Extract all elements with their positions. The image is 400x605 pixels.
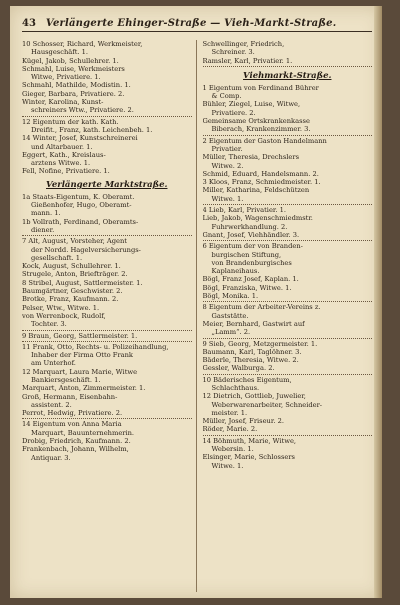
entry-line: 14 Böhmuth, Marie, Witwe, (202, 436, 297, 445)
entry-separator (22, 341, 192, 342)
entry-line: mann. 1. (31, 209, 61, 218)
directory-entry (22, 40, 192, 57)
entry-line: Hausgeschäft. 1. (31, 48, 89, 57)
directory-entry (203, 303, 373, 320)
entry-line: Witwe. 2. (211, 161, 244, 170)
entry-separator (203, 374, 373, 375)
entry-line: Tochter. 3. (31, 320, 67, 329)
directory-entry (22, 90, 192, 98)
entry-line: Baumgärtner, Geschwister. 2. (22, 287, 123, 296)
entry-line: Miller, Katharina, Feldschützen (202, 186, 310, 195)
entry-line: Groß, Hermann, Eisenbahn- (22, 392, 118, 401)
directory-entry (203, 40, 373, 57)
entry-line: Bögl, Franz Josef, Kaplan. 1. (202, 275, 299, 284)
entry-separator (22, 116, 192, 117)
entry-line: arztens Witwe. 1. (31, 159, 91, 168)
entry-line: 12 Dietrich, Gottlieb, Juwelier, (202, 392, 306, 401)
entry-line: Frankenbach, Johann, Wilhelm, (22, 445, 129, 454)
directory-entry (203, 231, 373, 239)
entry-line: Brotke, Franz, Kaufmann. 2. (22, 295, 119, 304)
directory-entry (22, 287, 192, 295)
directory-entry (22, 368, 192, 385)
directory-entry (203, 84, 373, 101)
directory-entry (22, 295, 192, 303)
directory-entry (22, 312, 192, 329)
entry-line: Dreifit., Franz, kath. Leichenbeh. 1. (31, 125, 153, 134)
entry-line: „Lamm“. 2. (211, 328, 251, 337)
entry-line: Witwe. 1. (211, 194, 244, 203)
directory-entry (203, 417, 373, 425)
directory-entry (203, 57, 373, 65)
entry-line: gesellschaft. 1. (31, 253, 83, 262)
page-header (22, 18, 372, 32)
directory-entry (203, 392, 373, 417)
directory-entry (203, 364, 373, 372)
entry-line: 12 Marquart, Laura Marie, Witwe (22, 367, 138, 376)
entry-line: Müller, Theresia, Drechslers (202, 153, 300, 162)
entry-line: Bankiersgeschäft. 1. (31, 375, 101, 384)
book-spine (374, 6, 382, 598)
entry-line: Gessler, Walburga. 2. (202, 364, 275, 373)
entry-line: Lieb, Jakob, Wagenschmiedmstr. (202, 214, 313, 223)
entry-line: Weberwarenarbeiter, Schneider- (211, 400, 323, 409)
entry-line: Baumann, Karl, Taglöhner. 3. (202, 347, 302, 356)
entry-line: 3 Kloos, Franz, Schmiedmeister. 1. (202, 178, 321, 187)
entry-line: Kaplaneihaus. (211, 267, 260, 276)
entry-line: von Brandenburgisches (211, 258, 292, 267)
book-page (10, 6, 382, 598)
directory-entry (203, 453, 373, 470)
entry-line: Ramsler, Karl, Privatier. 1. (202, 56, 293, 65)
entry-line: Strugele, Anton, Briefträger. 2. (22, 270, 128, 279)
directory-entry (203, 437, 373, 454)
directory-entry (22, 279, 192, 287)
entry-line: Kügel, Jakob, Schullehrer. 1. (22, 56, 119, 65)
entry-line: 4 Lieb, Karl, Privatier. 1. (202, 206, 286, 215)
running-head: Verlängerte Ehinger-Straße — Vieh-Markt-Straße. (45, 18, 337, 29)
directory-entry (203, 356, 373, 364)
entry-line: Witwe, Privatiere. 1. (31, 73, 101, 82)
entry-line: Winter, Karolina, Kunst- (22, 98, 104, 107)
directory-entry (22, 98, 192, 115)
entry-line: 14 Winter, Josef, Kunstschreinerei (22, 134, 138, 143)
directory-entry (22, 384, 192, 392)
entry-line: Schmahl, Mathilde, Modistin. 1. (22, 81, 131, 90)
entry-line: Perrot, Hedwig, Privatiere. 2. (22, 409, 123, 418)
directory-entry (22, 151, 192, 168)
entry-line: Bäderle, Theresia, Witwe. 2. (202, 356, 299, 365)
entry-line: 8 Eigentum der Arbeiter-Vereins z. (202, 303, 321, 312)
entry-line: 1a Staats-Eigentum, K. Oberamt. (22, 192, 135, 201)
entry-line: Schreiner. 3. (211, 48, 255, 57)
entry-line: Schmahl, Luise, Werkmeisters (22, 64, 125, 73)
entry-separator (203, 435, 373, 436)
entry-separator (203, 204, 373, 205)
entry-separator (203, 135, 373, 136)
directory-entry (203, 100, 373, 117)
directory-entry (203, 425, 373, 433)
entry-line: Eggert, Kath., Kreislaus- (22, 150, 106, 159)
directory-entry (203, 206, 373, 214)
entry-line: Schmid, Eduard, Handelsmann. 2. (202, 169, 319, 178)
directory-entry (22, 304, 192, 312)
entry-line: 12 Eigentum der kath. Kath. (22, 117, 119, 126)
entry-line: 8 Stribel, August, Sattlermeister. 1. (22, 278, 143, 287)
directory-entry (203, 117, 373, 134)
directory-entry (203, 137, 373, 154)
street-section-title: Verlängerte Marktstraße. (46, 179, 168, 190)
directory-entry (203, 376, 373, 393)
entry-line: 9 Braun, Georg, Sattlermeister. 1. (22, 331, 138, 340)
entry-line: Pelser, Wtw., Witwe. 1. (22, 303, 100, 312)
directory-entry (203, 348, 373, 356)
directory-entry (22, 237, 192, 262)
directory-entry (22, 437, 192, 445)
right-column (203, 40, 373, 592)
directory-entry (22, 118, 192, 135)
entry-line: meister. 1. (211, 408, 248, 417)
entry-line: Gnant, Josef, Viehhändler. 3. (202, 230, 300, 239)
directory-entry (22, 81, 192, 89)
entry-line: Kock, August, Schullehrer. 1. (22, 262, 121, 271)
directory-entry (203, 186, 373, 203)
directory-entry (22, 445, 192, 462)
entry-line: 2 Eigentum der Gaston Handelmann (202, 136, 327, 145)
directory-entry (22, 57, 192, 65)
entry-line: burgischen Stiftung, (211, 250, 282, 259)
entry-line: 1 Eigentum von Ferdinand Bührer (202, 83, 319, 92)
entry-line: Drobig, Friedrich, Kaufmann. 2. (22, 437, 131, 446)
entry-line: & Comp. (211, 92, 242, 101)
entry-line: Marquart, Bauunternehmerin. (31, 428, 135, 437)
entry-line: Marquart, Anton, Zimmermeister. 1. (22, 384, 146, 393)
entry-line: Gießenhofer, Hugo, Oberamt- (31, 201, 132, 210)
entry-line: Bögl, Franziska, Witwe. 1. (202, 283, 292, 292)
entry-line: diener. (31, 225, 55, 234)
directory-entry (203, 242, 373, 275)
directory-entry (203, 178, 373, 186)
entry-line: Antiquar. 3. (31, 453, 71, 462)
entry-line: 1b Vollrath, Ferdinand, Oberamts- (22, 217, 139, 226)
entry-line: 9 Sieb, Georg, Metzgermeister. 1. (202, 339, 318, 348)
entry-line: Gaststätte. (211, 311, 249, 320)
entry-line: 14 Eigentum von Anna Maria (22, 420, 122, 429)
entry-line: 7 Alt, August, Vorsteher, Agent (22, 237, 127, 246)
directory-entry (203, 340, 373, 348)
directory-entry (22, 167, 192, 175)
directory-entry (22, 134, 192, 151)
entry-line: Schlachthaus. (211, 383, 260, 392)
entry-line: Biberach, Krankenzimmer. 3. (211, 125, 311, 134)
directory-entry (22, 65, 192, 82)
entry-line: Fuhrwerkhandlung. 2. (211, 222, 288, 231)
entry-line: von Werrenbock, Rudolf, (22, 311, 106, 320)
directory-entry (22, 270, 192, 278)
directory-entry (203, 170, 373, 178)
street-section-title: Viehmarkt-Straße. (243, 70, 332, 81)
entry-line: Privatiere. 2. (211, 108, 256, 117)
directory-entry (22, 420, 192, 437)
entry-line: Bühler, Ziegel, Luise, Witwe, (202, 100, 301, 109)
directory-entry (22, 393, 192, 410)
entry-line: assistent. 2. (31, 400, 72, 409)
entry-line: Gieger, Barbara, Privatiere. 2. (22, 89, 125, 98)
entry-line: Schwellinger, Friedrich, (202, 40, 285, 48)
page-number: 43 (22, 18, 36, 29)
directory-entry (22, 218, 192, 235)
entry-line: der Nordd. Hagelversicherungs- (31, 245, 141, 254)
entry-line: Müller, Josef, Friseur. 2. (202, 417, 284, 426)
entry-line: Bögl, Monika. 1. (202, 292, 259, 301)
directory-entry (203, 292, 373, 300)
directory-entry (22, 332, 192, 340)
entry-separator (22, 330, 192, 331)
directory-entry (22, 262, 192, 270)
entry-line: 6 Eigentum der von Branden- (202, 242, 303, 251)
directory-entry (203, 275, 373, 283)
entry-line: am Unterhof. (31, 359, 76, 368)
directory-entry (22, 409, 192, 417)
entry-line: Röder, Marie. 2. (202, 425, 258, 434)
entry-separator (203, 240, 373, 241)
entry-line: Meier, Bernhard, Gastwirt auf (202, 319, 305, 328)
entry-line: Witwe. 1. (211, 461, 244, 470)
directory-columns (22, 40, 372, 592)
directory-entry (22, 193, 192, 218)
entry-line: und Altarbauer. 1. (31, 142, 93, 151)
entry-line: 10 Bäderisches Eigentum, (202, 375, 292, 384)
entry-separator (203, 66, 373, 67)
directory-entry (22, 343, 192, 368)
directory-entry (203, 214, 373, 231)
entry-line: Elsinger, Marie, Schlossers (202, 453, 295, 462)
entry-line: Inhaber der Firma Otto Frank (31, 351, 133, 360)
left-column (22, 40, 197, 592)
entry-separator (22, 418, 192, 419)
entry-line: 10 Schosser, Richard, Werkmeister, (22, 40, 143, 48)
entry-separator (22, 235, 192, 236)
entry-line: Webersin. 1. (211, 445, 254, 454)
entry-line: Gemeinsame Ortskrankenkasse (202, 117, 310, 126)
entry-separator (203, 301, 373, 302)
entry-line: Privatier. (211, 144, 243, 153)
entry-line: 11 Frank, Otto, Rechts- u. Polizeihandlung, (22, 342, 169, 351)
entry-separator (203, 338, 373, 339)
entry-line: schreiners Wtw., Privatiere. 2. (31, 106, 134, 115)
directory-entry (203, 320, 373, 337)
directory-entry (203, 284, 373, 292)
directory-entry (203, 153, 373, 170)
entry-line: Fell, Nofine, Privatiere. 1. (22, 167, 110, 176)
